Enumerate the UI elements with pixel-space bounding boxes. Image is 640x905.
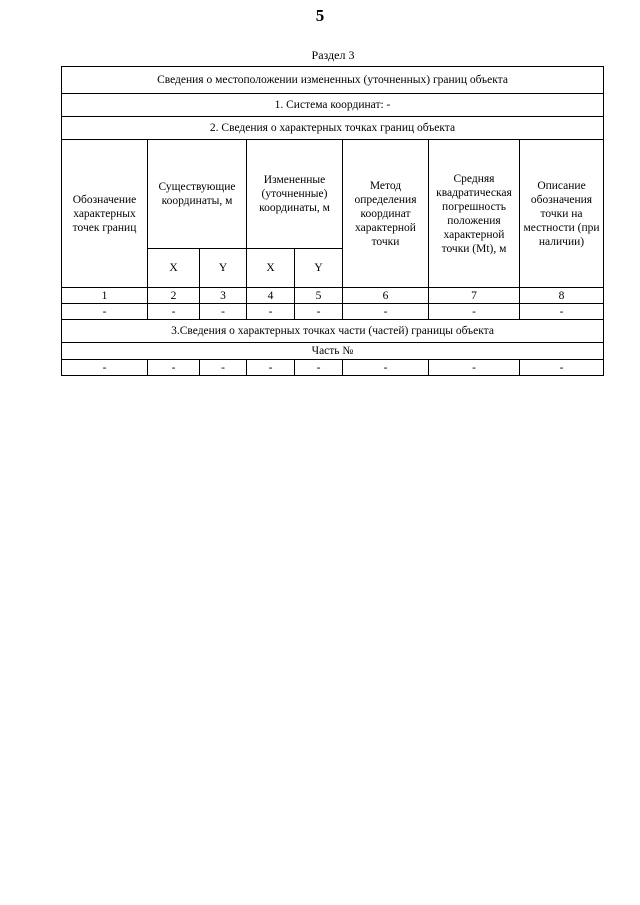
header-designation: Обозначение характерных точек границ bbox=[62, 140, 148, 288]
table-cell: - bbox=[429, 304, 520, 320]
table-cell: - bbox=[200, 360, 247, 376]
header-existing-y: Y bbox=[200, 249, 247, 288]
parts-section-heading: 3.Сведения о характерных точках части (частей) границы объекта bbox=[62, 320, 604, 343]
section-label: Раздел 3 bbox=[311, 48, 355, 62]
header-changed-coords: Измененные (уточненные) координаты, м bbox=[247, 140, 343, 249]
header-existing-x: X bbox=[148, 249, 200, 288]
column-number-row bbox=[62, 288, 604, 304]
header-changed-x: X bbox=[247, 249, 295, 288]
table-cell: - bbox=[295, 304, 343, 320]
column-number: 5 bbox=[295, 288, 343, 304]
header-error: Средняя квадратическая погрешность положения характерной точки (Mt), м bbox=[429, 140, 520, 288]
table-cell: - bbox=[343, 304, 429, 320]
column-number: 3 bbox=[200, 288, 247, 304]
table-cell: - bbox=[200, 304, 247, 320]
boundary-table bbox=[61, 66, 604, 376]
table-cell: - bbox=[247, 304, 295, 320]
column-number: 6 bbox=[343, 288, 429, 304]
header-existing-coords: Существующие координаты, м bbox=[148, 140, 247, 249]
part-label-row: Часть № bbox=[62, 343, 604, 360]
header-changed-y: Y bbox=[295, 249, 343, 288]
table-cell: - bbox=[247, 360, 295, 376]
column-number: 2 bbox=[148, 288, 200, 304]
table-cell: - bbox=[520, 304, 604, 320]
table-cell: - bbox=[148, 360, 200, 376]
page-number: 5 bbox=[315, 6, 325, 25]
table-row bbox=[62, 360, 604, 376]
table-row bbox=[62, 304, 604, 320]
table-cell: - bbox=[343, 360, 429, 376]
table-cell: - bbox=[62, 304, 148, 320]
table-cell: - bbox=[295, 360, 343, 376]
coord-system-row: 1. Система координат: - bbox=[62, 94, 604, 117]
points-section-heading: 2. Сведения о характерных точках границ объекта bbox=[62, 117, 604, 140]
column-number: 1 bbox=[62, 288, 148, 304]
table-title: Сведения о местоположении измененных (уточненных) границ объекта bbox=[62, 67, 604, 94]
table-cell: - bbox=[62, 360, 148, 376]
header-method: Метод определения координат характерной точки bbox=[343, 140, 429, 288]
table-cell: - bbox=[520, 360, 604, 376]
column-number: 7 bbox=[429, 288, 520, 304]
column-number: 4 bbox=[247, 288, 295, 304]
table-cell: - bbox=[148, 304, 200, 320]
table-cell: - bbox=[429, 360, 520, 376]
header-description: Описание обозначения точки на местности (при наличии) bbox=[520, 140, 604, 288]
column-number: 8 bbox=[520, 288, 604, 304]
